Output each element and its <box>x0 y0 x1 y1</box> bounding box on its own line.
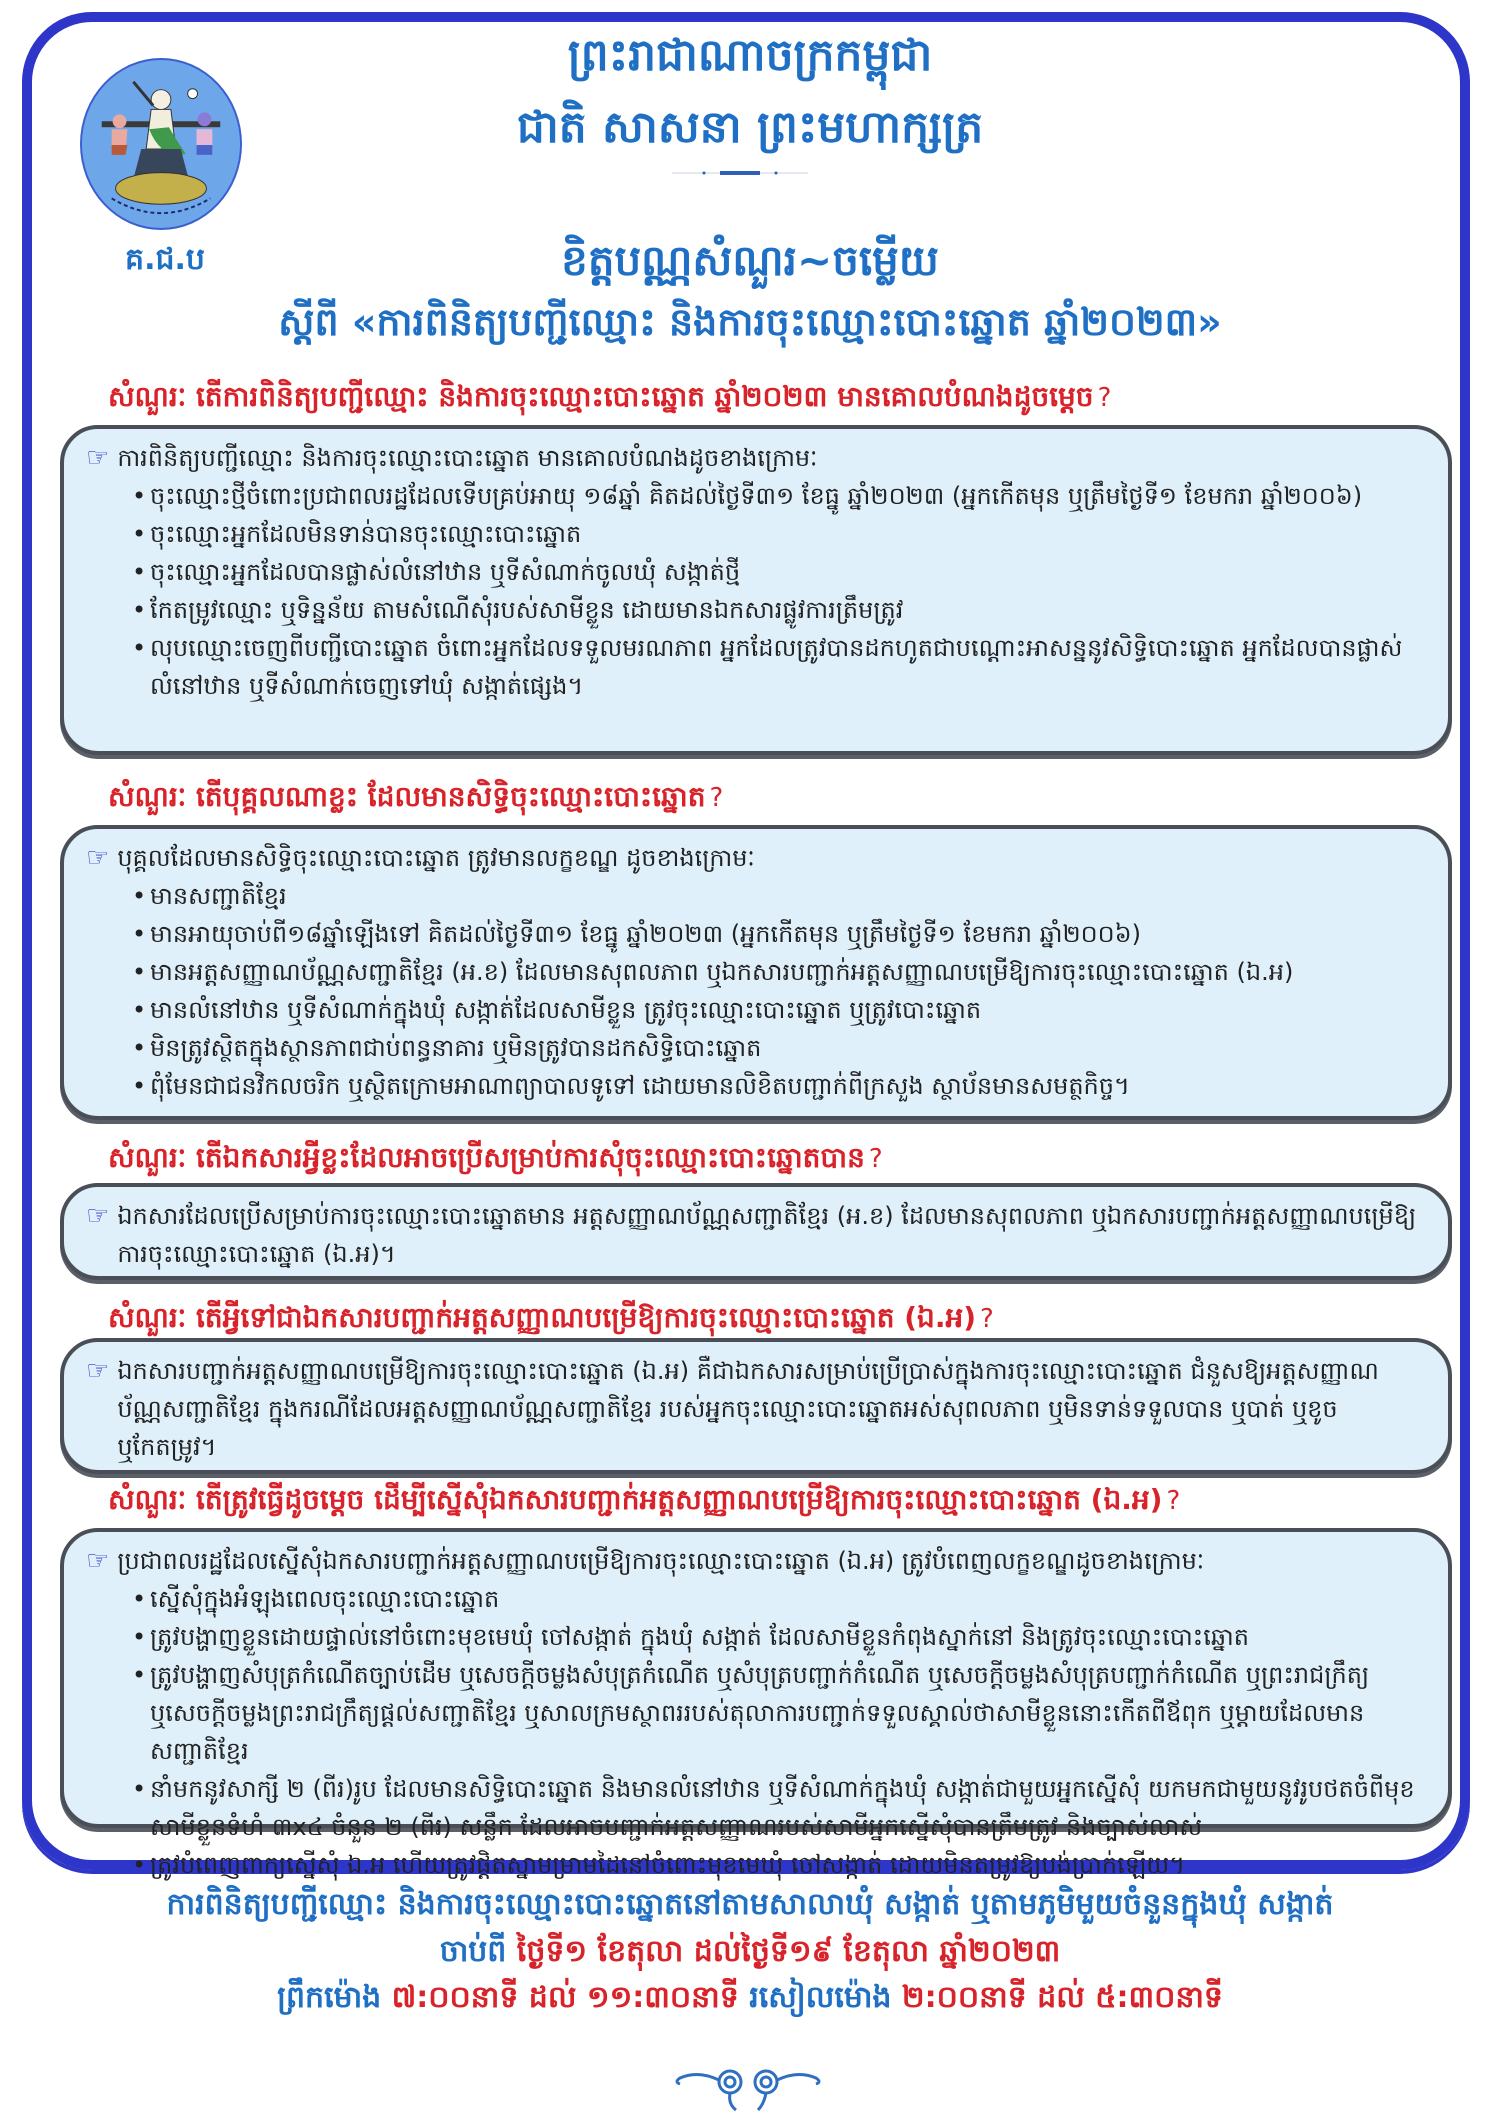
answer-2-box <box>60 825 1452 1120</box>
question-3-text: សំណួរៈ តើឯកសារអ្វីខ្លះដែលអាចប្រើសម្រាប់ការសុំចុះឈ្មោះបោះឆ្នោតបាន <box>108 1141 865 1174</box>
answer-5-lead-text: ប្រជាពលរដ្ឋដែលស្នើសុំឯកសារបញ្ជាក់អត្តសញ្ញាណបម្រើឱ្យការចុះឈ្មោះបោះឆ្នោត (ឯ.អ) ត្រូវបំពេញលក្ខខណ្ឌដូចខាងក្រោមៈ <box>117 1547 1205 1575</box>
question-2-heading <box>108 777 723 818</box>
logo-artwork <box>82 60 240 228</box>
answer-2-list <box>86 877 1422 1105</box>
question-1-heading <box>108 377 1111 418</box>
answer-3-lead <box>86 1197 1422 1273</box>
question-2-text: សំណួរៈ តើបុគ្គលណាខ្លះ ដែលមានសិទ្ធិចុះឈ្មោះបោះឆ្នោត <box>108 780 706 813</box>
motto-heading: ជាតិ សាសនា ព្រះមហាក្សត្រ <box>516 102 984 153</box>
question-mark: ? <box>1166 1486 1181 1516</box>
answer-3-box <box>60 1183 1452 1280</box>
answer-1-lead <box>86 439 1422 477</box>
footer-time-line <box>40 1978 1460 2022</box>
list-item: • ត្រូវបង្ហាញខ្លួនដោយផ្ទាល់នៅចំពោះមុខមេឃុំ ចៅសង្កាត់ ក្នុងឃុំ សង្កាត់ ដែលសាមីខ្លួនកំពុងស្នាក់នៅ និងត្រូវចុះឈ្មោះបោះឆ្នោត <box>132 1618 1422 1656</box>
list-item: • ចុះឈ្មោះអ្នកដែលបានផ្លាស់លំនៅឋាន ឬទីសំណាក់ចូលឃុំ សង្កាត់ថ្មី <box>132 553 1422 591</box>
afternoon-time: ២:០០នាទី ដល់ ៥:៣០នាទី <box>901 1980 1223 2015</box>
list-item: • នាំមកនូវសាក្សី ២ (ពីរ)រូប ដែលមានសិទ្ធិបោះឆ្នោត និងមានលំនៅឋាន ឬទីសំណាក់ក្នុងឃុំ សង្កាត់ជាមួយអ្នកស្នើសុំ យកមកជាមួយនូវរូបថតចំពីមុខសាមីខ្លួនទំហំ ៣x៤ ចំនួន ២ (ពីរ) សន្លឹក ដែលអាចបញ្ជាក់អត្តសញ្ញាណរបស់សាមីអ្នកស្នើសុំបានត្រឹមត្រូវ និងច្បាស់លាស់ <box>132 1770 1422 1846</box>
answer-5-list <box>86 1580 1422 1884</box>
afternoon-label: រសៀលម៉ោង <box>749 1980 892 2015</box>
answer-1-box <box>60 425 1452 755</box>
list-item: • ពុំមែនជាជនវិកលចរិក ឬស្ថិតក្រោមអាណាព្យាបាលទូទៅ ដោយមានលិខិតបញ្ជាក់ពីក្រសួង ស្ថាប័នមានសមត្ថកិច្ច។ <box>132 1067 1422 1105</box>
document-title: ខិត្តបណ្ណសំណួរ~ចម្លើយ <box>561 236 939 285</box>
morning-label: ព្រឹកម៉ោង <box>277 1980 382 2015</box>
pointing-hand-icon: ☞ <box>86 443 110 473</box>
answer-1-lead-text: ការពិនិត្យបញ្ជីឈ្មោះ និងការចុះឈ្មោះបោះឆ្នោត មានគោលបំណងដូចខាងក្រោមៈ <box>117 444 818 472</box>
morning-time: ៧:០០នាទី ដល់ ១១:៣០នាទី <box>391 1980 739 2015</box>
nec-emblem-logo-icon <box>80 58 242 230</box>
list-item: • កែតម្រូវឈ្មោះ ឬទិន្នន័យ តាមសំណើសុំរបស់សាមីខ្លួន ដោយមានឯកសារផ្លូវការត្រឹមត្រូវ <box>132 591 1422 629</box>
question-1-text: សំណួរៈ តើការពិនិត្យបញ្ជីឈ្មោះ និងការចុះឈ្មោះបោះឆ្នោត ឆ្នាំ២០២៣ មានគោលបំណងដូចម្តេច <box>108 380 1094 413</box>
answer-4-lead-text: ឯកសារបញ្ជាក់អត្តសញ្ញាណបម្រើឱ្យការចុះឈ្មោះបោះឆ្នោត (ឯ.អ) គឺជាឯកសារសម្រាប់ប្រើប្រាស់ក្នុងការចុះឈ្មោះបោះឆ្នោត ជំនួសឱ្យអត្តសញ្ញាណប័ណ្ណសញ្ជាតិខ្មែរ ក្នុងករណីដែលអត្តសញ្ញាណប័ណ្ណសញ្ជាតិខ្មែរ របស់អ្នកចុះឈ្មោះបោះឆ្នោតអស់សុពលភាព ឬមិនទាន់ទទួលបាន ឬបាត់ ឬខូច ឬកែតម្រូវ។ <box>117 1357 1379 1461</box>
list-item: • មានសញ្ជាតិខ្មែរ <box>132 877 1422 915</box>
answer-4-box <box>60 1338 1452 1474</box>
question-5-heading <box>108 1480 1180 1521</box>
question-5-text: សំណួរៈ តើត្រូវធ្វើដូចម្តេច ដើម្បីស្នើសុំឯកសារបញ្ជាក់អត្តសញ្ញាណបម្រើឱ្យការចុះឈ្មោះបោះឆ្នោត (ឯ.អ) <box>108 1483 1163 1516</box>
question-3-heading <box>108 1138 883 1179</box>
footer-date-range: ថ្ងៃទី១ ខែតុលា ដល់ថ្ងៃទី១៩ ខែតុលា ឆ្នាំ២០២៣ <box>516 1934 1061 1969</box>
question-mark: ? <box>868 1144 883 1174</box>
answer-2-lead <box>86 839 1422 877</box>
list-item: • ត្រូវបង្ហាញសំបុត្រកំណើតច្បាប់ដើម ឬសេចក្តីចម្លងសំបុត្រកំណើត ឬសំបុត្របញ្ជាក់កំណើត ឬសេចក្តីចម្លងសំបុត្របញ្ជាក់កំណើត ឬព្រះរាជក្រឹត្យ ឬសេចក្តីចម្លងព្រះរាជក្រឹត្យផ្តល់សញ្ជាតិខ្មែរ ឬសាលក្រមស្ថាពររបស់តុលាការបញ្ជាក់ទទួលស្គាល់ថាសាមីខ្លួននោះកើតពីឪពុក ឬម្តាយដែលមានសញ្ជាតិខ្មែរ <box>132 1656 1422 1770</box>
list-item: • មិនត្រូវស្ថិតក្នុងស្ថានភាពជាប់ពន្ធនាគារ ឬមិនត្រូវបានដកសិទ្ធិបោះឆ្នោត <box>132 1029 1422 1067</box>
question-mark: ? <box>980 1304 994 1334</box>
list-item: • មានអត្តសញ្ញាណប័ណ្ណសញ្ជាតិខ្មែរ (អ.ខ) ដែលមានសុពលភាព ឬឯកសារបញ្ជាក់អត្តសញ្ញាណបម្រើឱ្យការចុះឈ្មោះបោះឆ្នោត (ឯ.អ) <box>132 953 1422 991</box>
org-code-label: គ.ជ.ប <box>125 242 205 277</box>
list-item: • ត្រូវបំពេញពាក្យស្នើសុំ ឯ.អ ហើយត្រូវផ្តិតស្នាមម្រាមដៃនៅចំពោះមុខមេឃុំ ចៅសង្កាត់ ដោយមិនតម្រូវឱ្យបង់ប្រាក់ឡើយ។ <box>132 1846 1422 1884</box>
divider-ornament-icon <box>672 170 808 176</box>
list-item: • ចុះឈ្មោះថ្មីចំពោះប្រជាពលរដ្ឋដែលទើបគ្រប់អាយុ ១៨ឆ្នាំ គិតដល់ថ្ងៃទី៣១ ខែធ្នូ ឆ្នាំ២០២៣ (អ្នកកើតមុន ឬត្រឹមថ្ងៃទី១ ខែមករា ឆ្នាំ២០០៦) <box>132 477 1422 515</box>
footer-date-line <box>40 1932 1460 1976</box>
footer-date-prefix: ចាប់ពី <box>439 1934 507 1969</box>
answer-5-lead <box>86 1542 1422 1580</box>
list-item: • ស្នើសុំក្នុងអំឡុងពេលចុះឈ្មោះបោះឆ្នោត <box>132 1580 1422 1618</box>
pointing-hand-icon: ☞ <box>86 1546 110 1576</box>
kingdom-heading: ព្រះរាជាណាចក្រកម្ពុជា <box>567 30 933 81</box>
question-4-heading <box>108 1298 994 1339</box>
footer-location-line: ការពិនិត្យបញ្ជីឈ្មោះ និងការចុះឈ្មោះបោះឆ្នោតនៅតាមសាលាឃុំ សង្កាត់ ឬតាមភូមិមួយចំនួនក្នុងឃុំ សង្កាត់ <box>166 1887 1334 1922</box>
answer-5-box <box>60 1528 1452 1879</box>
question-mark: ? <box>709 783 724 813</box>
pointing-hand-icon: ☞ <box>86 1201 110 1231</box>
document-subtitle: ស្តីពី «ការពិនិត្យបញ្ជីឈ្មោះ និងការចុះឈ្មោះបោះឆ្នោត ឆ្នាំ២០២៣» <box>278 300 1222 344</box>
floral-ornament-icon <box>668 2064 828 2112</box>
question-mark: ? <box>1097 383 1112 413</box>
answer-3-lead-text: ឯកសារដែលប្រើសម្រាប់ការចុះឈ្មោះបោះឆ្នោតមាន អត្តសញ្ញាណប័ណ្ណសញ្ជាតិខ្មែរ (អ.ខ) ដែលមានសុពលភាព ឬឯកសារបញ្ជាក់អត្តសញ្ញាណបម្រើឱ្យការចុះឈ្មោះបោះឆ្នោត (ឯ.អ)។ <box>117 1202 1417 1268</box>
list-item: • មានលំនៅឋាន ឬទីសំណាក់ក្នុងឃុំ សង្កាត់ដែលសាមីខ្លួន ត្រូវចុះឈ្មោះបោះឆ្នោត ឬត្រូវបោះឆ្នោត <box>132 991 1422 1029</box>
pointing-hand-icon: ☞ <box>86 1356 110 1386</box>
list-item: • មានអាយុចាប់ពី១៨ឆ្នាំឡើងទៅ គិតដល់ថ្ងៃទី៣១ ខែធ្នូ ឆ្នាំ២០២៣ (អ្នកកើតមុន ឬត្រឹមថ្ងៃទី១ ខែមករា ឆ្នាំ២០០៦) <box>132 915 1422 953</box>
question-4-text: សំណួរៈ តើអ្វីទៅជាឯកសារបញ្ជាក់អត្តសញ្ញាណបម្រើឱ្យការចុះឈ្មោះបោះឆ្នោត (ឯ.អ) <box>108 1301 977 1334</box>
answer-2-lead-text: បុគ្គលដែលមានសិទ្ធិចុះឈ្មោះបោះឆ្នោត ត្រូវមានលក្ខខណ្ឌ ដូចខាងក្រោមៈ <box>117 844 755 872</box>
list-item: • ចុះឈ្មោះអ្នកដែលមិនទាន់បានចុះឈ្មោះបោះឆ្នោត <box>132 515 1422 553</box>
pointing-hand-icon: ☞ <box>86 843 110 873</box>
answer-1-list <box>86 477 1422 705</box>
list-item: • លុបឈ្មោះចេញពីបញ្ជីបោះឆ្នោត ចំពោះអ្នកដែលទទួលមរណភាព អ្នកដែលត្រូវបានដកហូតជាបណ្តោះអាសន្ននូវសិទ្ធិបោះឆ្នោត អ្នកដែលបានផ្លាស់លំនៅឋាន ឬទីសំណាក់ចេញទៅឃុំ សង្កាត់ផ្សេង។ <box>132 629 1422 705</box>
answer-4-lead <box>86 1352 1422 1466</box>
